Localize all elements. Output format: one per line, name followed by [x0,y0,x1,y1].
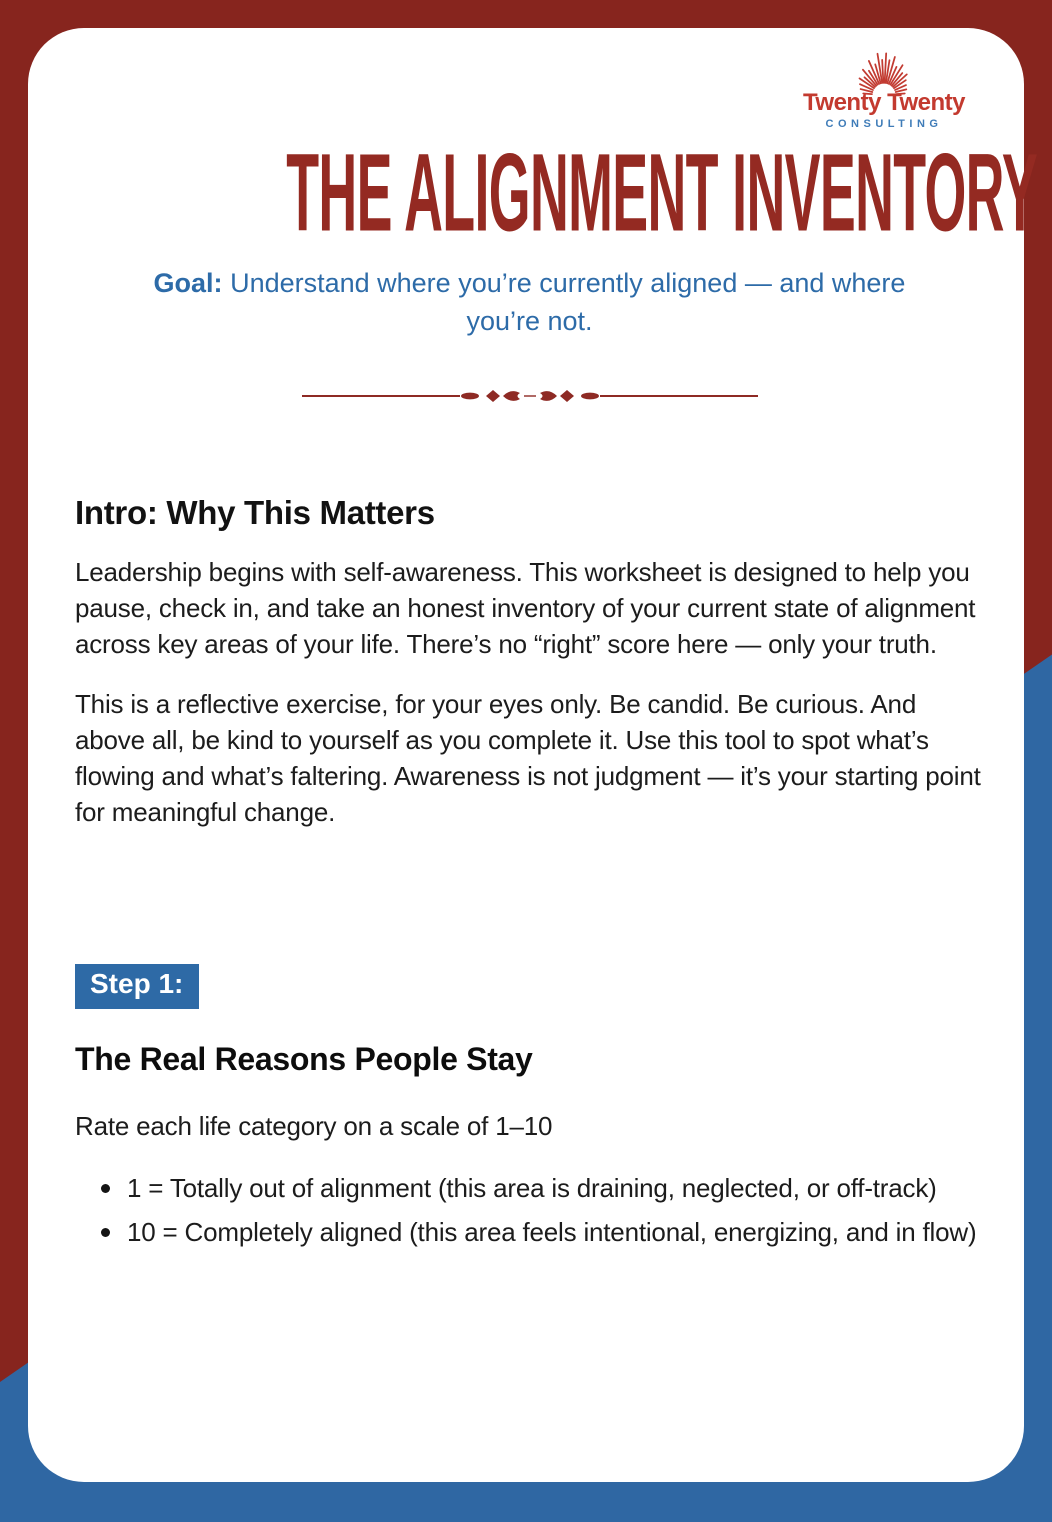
rating-scale-list [75,1170,984,1250]
step1-heading: The Real Reasons People Stay [75,1040,533,1077]
rating-scale-high: 10 = Completely aligned (this area feels intentional, energizing, and in flow) [127,1216,977,1247]
page-title: THE ALIGNMENT INVENTORY [286,129,1038,255]
goal-statement [140,264,920,341]
divider-ornament [75,387,984,410]
intro-heading: Intro: Why This Matters [75,493,435,531]
list-item [101,1214,984,1250]
worksheet-card [28,28,1038,1482]
step1-badge-row [75,964,984,1009]
step1-instruction: Rate each life category on a scale of 1–10 [75,1110,553,1141]
intro-paragraph-1: Leadership begins with self-awareness. This worksheet is designed to help you pause, check in, and take an honest inventory of your current state of alignment across key areas of your life. There’s no “right” score here — only your truth. [75,556,976,659]
goal-text: Understand where you’re currently aligned — and where you’re not. [222,268,906,337]
goal-label: Goal: [153,268,223,298]
intro-paragraph-2: This is a reflective exercise, for your eyes only. Be candid. Be curious. And above all, be kind to yourself as you complete it. Use this tool to spot what’s flowing and what’s faltering. Awareness is not judgment — it’s your starting point for meaningful change. [75,688,981,827]
bullet-dot [101,1184,110,1193]
list-item [101,1170,984,1206]
brand-subtitle: CONSULTING [825,118,943,131]
rating-scale-low: 1 = Totally out of alignment (this area is draining, neglected, or off-track) [127,1172,937,1203]
bullet-dot [101,1228,110,1237]
brand-logo [784,50,984,130]
step1-badge: Step 1: [75,964,199,1009]
brand-name: Twenty Twenty [803,89,965,116]
